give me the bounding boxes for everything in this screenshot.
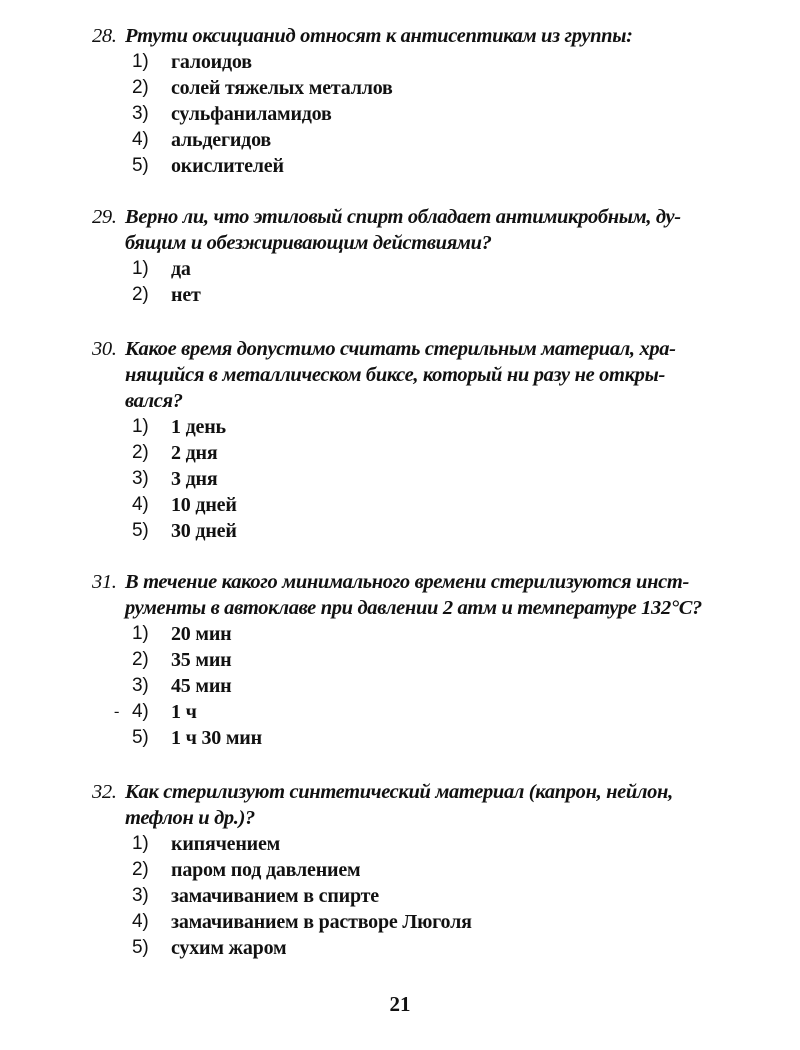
answer-option [92,673,712,699]
answer-option [92,282,712,308]
option-number: 1) [132,258,149,279]
answer-option [92,518,712,544]
answer-options [92,831,712,961]
answer-option [92,909,712,935]
question-number: 32. [92,781,117,803]
option-number: 2) [132,284,149,305]
answer-option [92,466,712,492]
question-text-line: бящим и обезжиривающим действиями? [125,232,492,254]
option-text: 1 ч 30 мин [171,727,262,749]
option-number: 2) [132,442,149,463]
option-text: альдегидов [171,129,271,151]
option-text: 35 мин [171,649,232,671]
answer-option [92,440,712,466]
question-number: 29. [92,206,117,228]
question-text-line: Как стерилизуют синтетический материал (капрон, нейлон, [125,781,673,803]
option-number: 5) [132,937,149,958]
answer-option [92,725,712,751]
answer-options [92,256,712,308]
option-number: 2) [132,649,149,670]
option-text: сухим жаром [171,937,287,959]
question-32 [92,779,712,961]
option-number: 2) [132,859,149,880]
option-number: 1) [132,416,149,437]
option-number: 1) [132,833,149,854]
option-text: галоидов [171,51,252,73]
answer-options [92,414,712,544]
answer-option [92,647,712,673]
option-number: 1) [132,51,149,72]
option-number: 5) [132,727,149,748]
question-text-line: Ртути оксицианид относят к антисептикам из группы: [125,25,633,47]
option-number: 4) [132,701,149,722]
option-number: 4) [132,494,149,515]
answer-option [92,75,712,101]
answer-option [92,256,712,282]
question-text-line: нящийся в металлическом биксе, который ни разу не откры- [125,364,665,386]
answer-option [92,831,712,857]
option-text: 30 дней [171,520,237,542]
answer-option [92,153,712,179]
question-heading [92,336,712,414]
question-text-line: вался? [125,390,183,412]
question-heading [92,779,712,831]
question-29 [92,204,712,308]
question-text-line: В течение какого минимального времени стерилизуются инст- [125,571,689,593]
option-number: 5) [132,155,149,176]
question-heading [92,204,712,256]
answer-option [92,621,712,647]
question-text-line: Какое время допустимо считать стерильным материал, хра- [125,338,676,360]
option-text: окислителей [171,155,284,177]
answer-option [92,127,712,153]
option-number: 4) [132,911,149,932]
option-text: 10 дней [171,494,237,516]
question-text-line: тефлон и др.)? [125,807,255,829]
answer-option [92,492,712,518]
option-text: 3 дня [171,468,218,490]
option-number: 4) [132,129,149,150]
answer-option [92,699,712,725]
option-number: 2) [132,77,149,98]
option-text: солей тяжелых металлов [171,77,393,99]
option-text: 45 мин [171,675,232,697]
question-28 [92,23,712,179]
option-number: 3) [132,675,149,696]
option-text: 1 день [171,416,226,438]
option-number: 3) [132,468,149,489]
question-text-line: рументы в автоклаве при давлении 2 атм и температуре 132°С? [125,597,702,619]
question-heading [92,569,712,621]
option-text: паром под давлением [171,859,361,881]
option-number: 5) [132,520,149,541]
question-heading [92,23,712,49]
question-number: 31. [92,571,117,593]
margin-mark: - [114,703,120,720]
question-text-line: Верно ли, что этиловый спирт обладает антимикробным, ду- [125,206,681,228]
answer-options [92,49,712,179]
option-text: кипячением [171,833,281,855]
option-number: 3) [132,885,149,906]
question-number: 28. [92,25,117,47]
option-text: сульфаниламидов [171,103,332,125]
answer-option [92,101,712,127]
option-number: 1) [132,623,149,644]
option-text: 1 ч [171,701,197,723]
answer-option [92,49,712,75]
question-31 [92,569,712,751]
option-text: нет [171,284,201,306]
answer-option [92,857,712,883]
option-text: 20 мин [171,623,232,645]
option-number: 3) [132,103,149,124]
option-text: замачиванием в спирте [171,885,379,907]
answer-option [92,414,712,440]
answer-option [92,883,712,909]
answer-option [92,935,712,961]
page-number: 21 [389,992,411,1016]
answer-options [92,621,712,751]
option-text: 2 дня [171,442,218,464]
question-number: 30. [92,338,117,360]
option-text: да [171,258,191,280]
question-30 [92,336,712,544]
option-text: замачиванием в растворе Люголя [171,911,472,933]
